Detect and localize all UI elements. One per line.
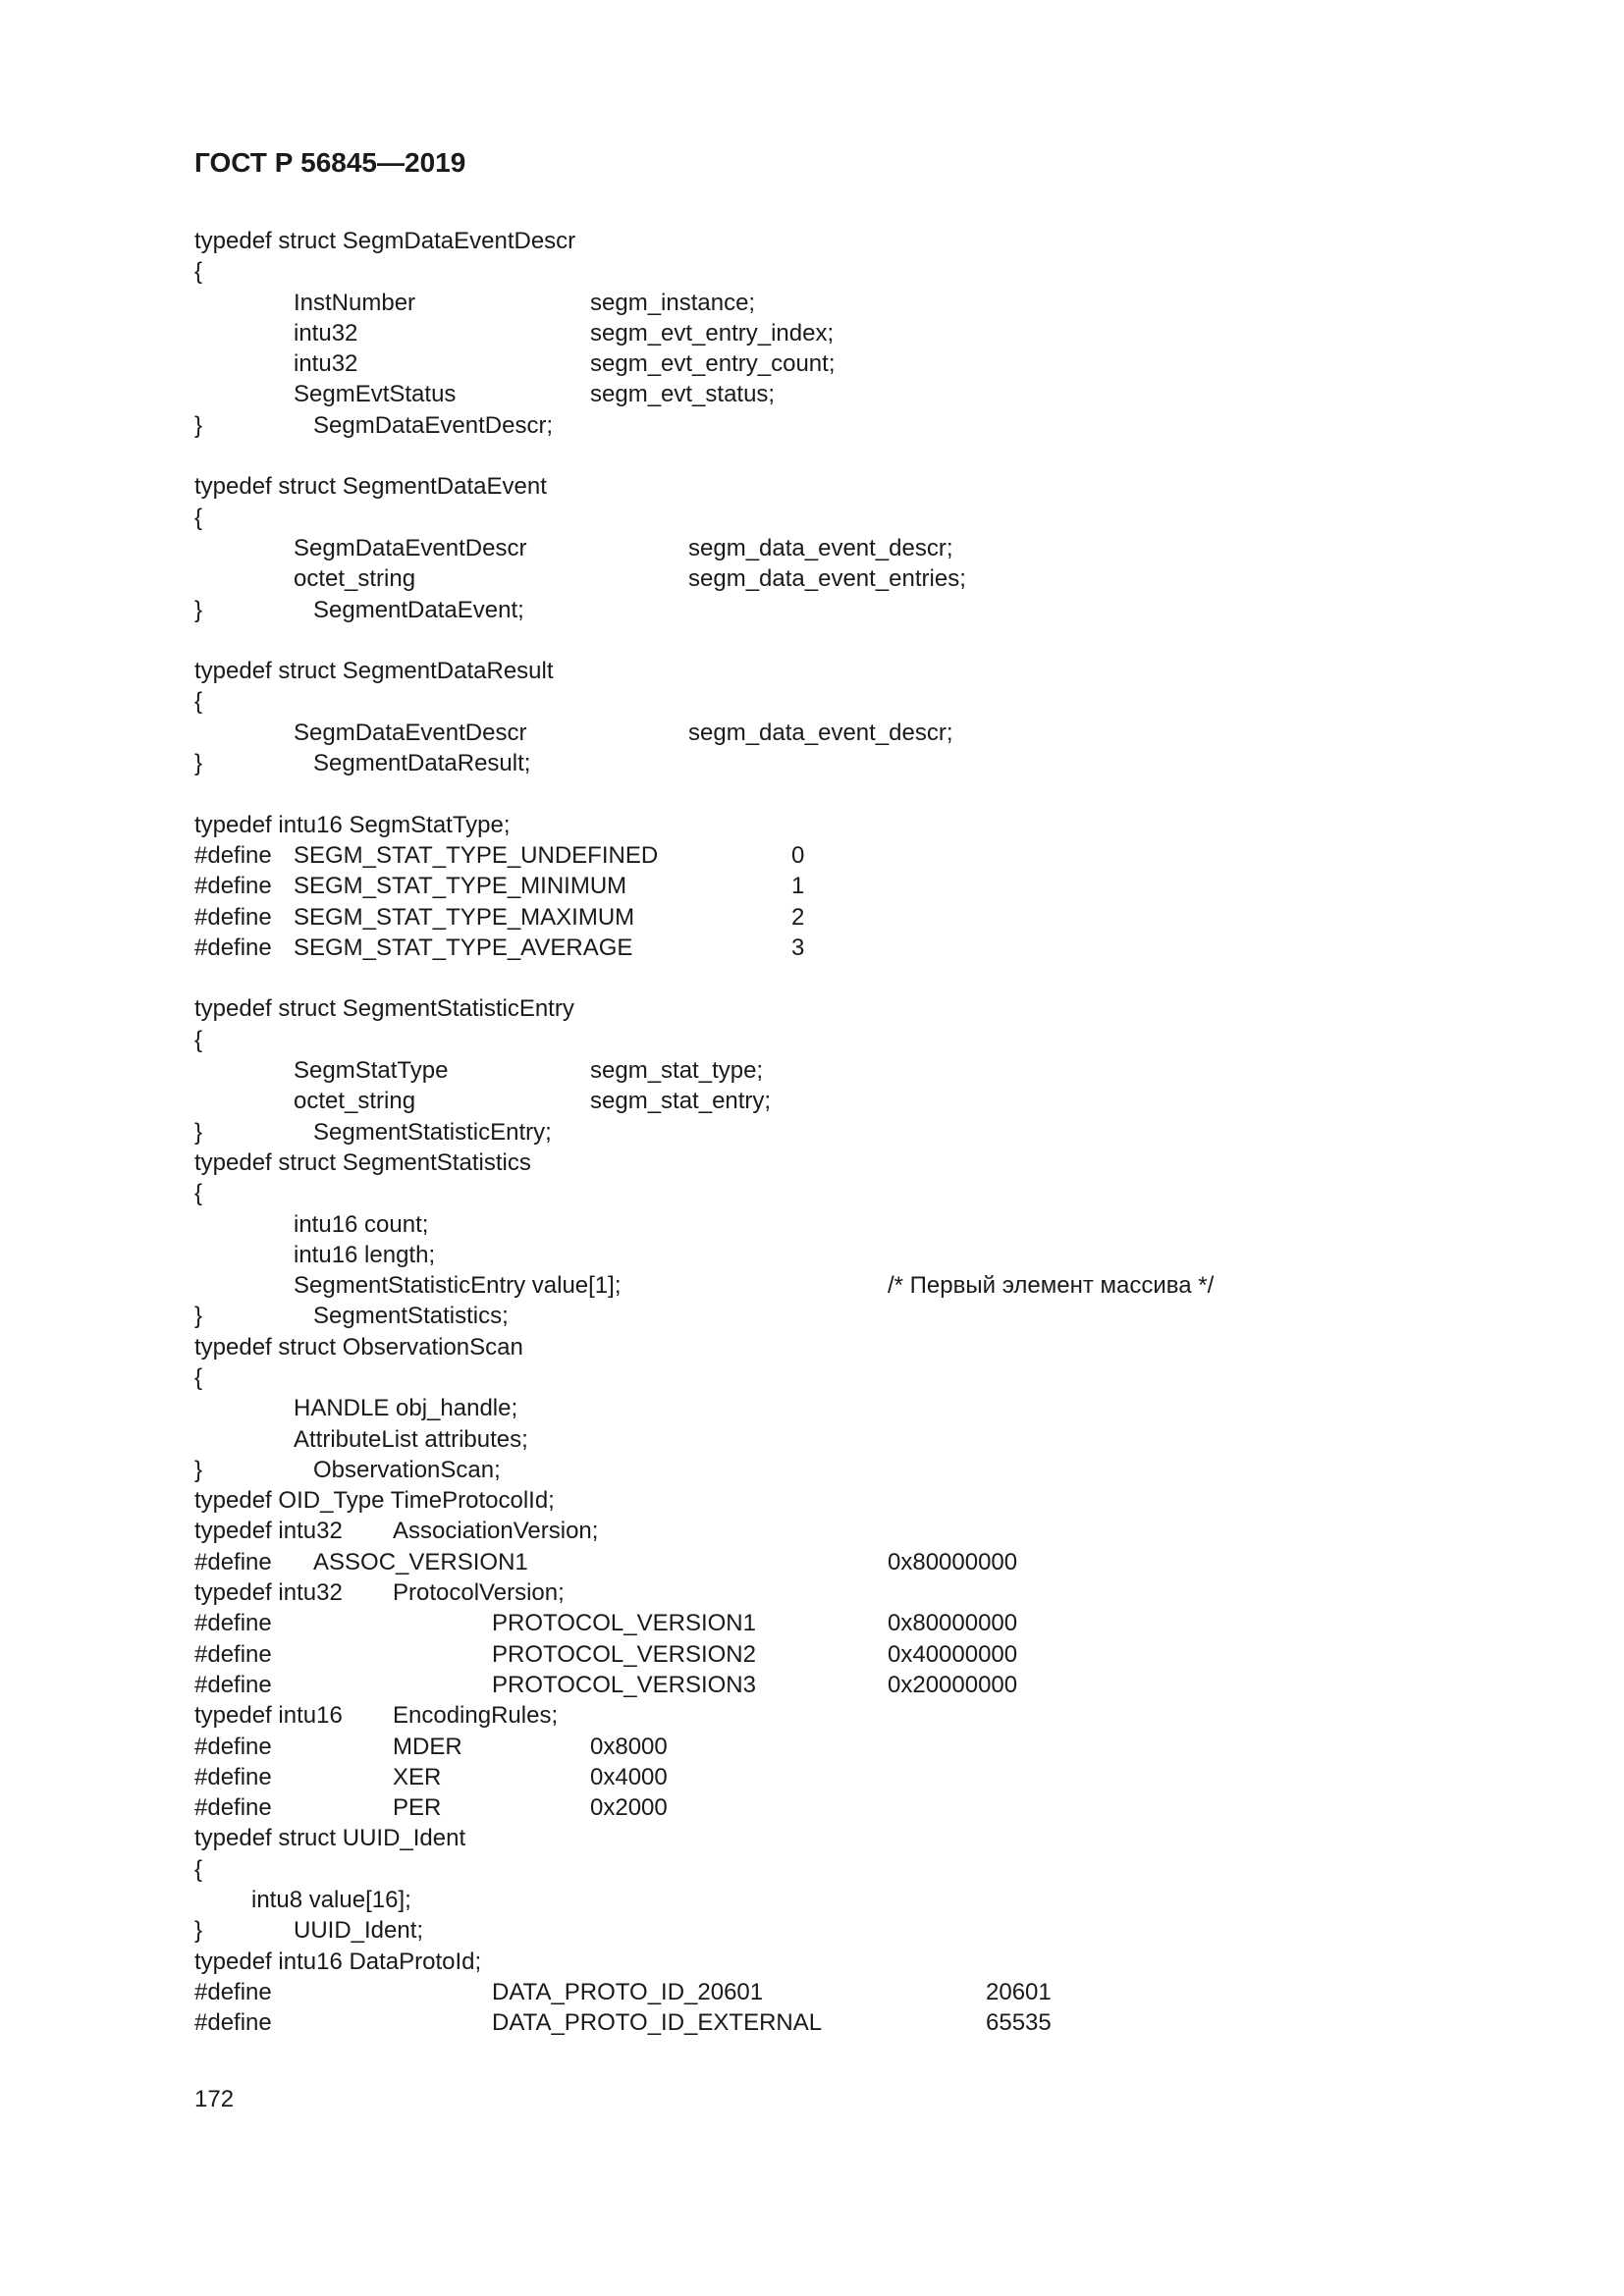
code-token: } xyxy=(194,750,203,777)
code-token: segm_data_event_entries; xyxy=(688,565,966,593)
code-token: { xyxy=(194,1363,203,1391)
code-token: #define xyxy=(194,934,272,961)
code-token: #define xyxy=(194,1763,272,1790)
code-token: 0x40000000 xyxy=(888,1640,1018,1668)
code-token: typedef struct SegmentDataResult xyxy=(194,658,554,685)
code-token: typedef intu32 xyxy=(194,1579,343,1607)
code-token: typedef intu16 SegmStatType; xyxy=(194,811,511,838)
code-token: typedef struct SegmDataEventDescr xyxy=(194,228,576,254)
code-token: segm_data_event_descr; xyxy=(688,719,953,746)
code-token: 0x80000000 xyxy=(888,1610,1018,1637)
code-token: SegmDataEventDescr xyxy=(294,719,527,746)
code-token: } xyxy=(194,1917,203,1945)
code-token: #define xyxy=(194,903,272,931)
code-token: #define xyxy=(194,1640,272,1668)
code-token: typedef intu32 xyxy=(194,1518,343,1545)
code-token: { xyxy=(194,504,203,531)
code-token: intu16 length; xyxy=(294,1241,436,1268)
code-token: octet_string xyxy=(294,565,416,593)
code-token: { xyxy=(194,1855,203,1883)
code-token: 2 xyxy=(791,903,805,931)
code-token: MDER xyxy=(393,1733,462,1760)
code-token: #define xyxy=(194,1671,272,1698)
code-token: 20601 xyxy=(986,1978,1052,2005)
code-token: #define xyxy=(194,1733,272,1760)
code-token: 1 xyxy=(791,873,805,900)
code-token: 0x4000 xyxy=(590,1763,668,1790)
code-token: PROTOCOL_VERSION1 xyxy=(492,1610,756,1637)
code-token: XER xyxy=(393,1763,442,1790)
code-token: segm_data_event_descr; xyxy=(688,534,953,561)
code-token: SegmDataEventDescr xyxy=(294,534,527,561)
code-token: EncodingRules; xyxy=(393,1702,559,1730)
code-token: UUID_Ident; xyxy=(294,1917,424,1945)
code-token: DATA_PROTO_ID_20601 xyxy=(492,1978,764,2005)
code-token: typedef struct SegmentStatistics xyxy=(194,1148,531,1176)
code-token: typedef intu16 DataProtoId; xyxy=(194,1948,482,1975)
code-token: PROTOCOL_VERSION3 xyxy=(492,1671,756,1698)
code-token: SegmEvtStatus xyxy=(294,381,457,408)
code-token: AttributeList attributes; xyxy=(294,1425,528,1453)
code-token: SegmentStatisticEntry; xyxy=(313,1118,552,1146)
code-token: #define xyxy=(194,841,272,869)
code-token: SEGM_STAT_TYPE_AVERAGE xyxy=(294,934,633,961)
code-token: 3 xyxy=(791,934,805,961)
code-token: SEGM_STAT_TYPE_MAXIMUM xyxy=(294,903,635,931)
code-token: { xyxy=(194,258,203,286)
code-token: 0x8000 xyxy=(590,1733,668,1760)
code-token: SegmStatType xyxy=(294,1057,449,1085)
code-token: DATA_PROTO_ID_EXTERNAL xyxy=(492,2009,823,2037)
code-token: /* Первый элемент массива */ xyxy=(888,1272,1215,1300)
code-token: typedef struct SegmentStatisticEntry xyxy=(194,995,574,1023)
code-token: intu16 count; xyxy=(294,1210,429,1238)
code-token: } xyxy=(194,596,203,623)
code-token: PROTOCOL_VERSION2 xyxy=(492,1640,756,1668)
code-token: ProtocolVersion; xyxy=(393,1579,565,1607)
code-token: SegmentDataResult; xyxy=(313,750,531,777)
code-token: HANDLE obj_handle; xyxy=(294,1395,518,1422)
code-token: #define xyxy=(194,873,272,900)
page-number: 172 xyxy=(194,2086,235,2112)
code-token: segm_instance; xyxy=(590,289,756,316)
code-token: 0x2000 xyxy=(590,1794,668,1822)
code-token: SEGM_STAT_TYPE_MINIMUM xyxy=(294,873,627,900)
code-token: segm_evt_status; xyxy=(590,381,776,408)
code-token: SegmDataEventDescr; xyxy=(313,411,554,439)
code-token: segm_stat_type; xyxy=(590,1057,764,1085)
code-token: #define xyxy=(194,2009,272,2037)
code-token: AssociationVersion; xyxy=(393,1518,599,1545)
code-token: } xyxy=(194,1456,203,1483)
code-token: SegmentStatistics; xyxy=(313,1303,509,1330)
code-token: SegmentDataEvent; xyxy=(313,596,524,623)
code-token: octet_string xyxy=(294,1088,416,1115)
code-token: } xyxy=(194,411,203,439)
document-header: ГОСТ Р 56845—2019 xyxy=(194,147,466,178)
code-token: { xyxy=(194,688,203,716)
code-token: { xyxy=(194,1026,203,1053)
code-token: #define xyxy=(194,1548,272,1575)
code-token: ASSOC_VERSION1 xyxy=(313,1548,528,1575)
code-token: intu8 value[16]; xyxy=(251,1887,411,1914)
code-token: 0x80000000 xyxy=(888,1548,1018,1575)
code-token: 0 xyxy=(791,841,805,869)
code-token: typedef intu16 xyxy=(194,1702,343,1730)
code-token: SEGM_STAT_TYPE_UNDEFINED xyxy=(294,841,659,869)
code-token: typedef struct ObservationScan xyxy=(194,1333,523,1361)
code-token: 65535 xyxy=(986,2009,1052,2037)
code-token: #define xyxy=(194,1794,272,1822)
code-token: } xyxy=(194,1118,203,1146)
code-token: segm_evt_entry_index; xyxy=(590,319,835,347)
code-token: InstNumber xyxy=(294,289,416,316)
code-token: { xyxy=(194,1180,203,1207)
code-token: intu32 xyxy=(294,319,358,347)
code-token: #define xyxy=(194,1978,272,2005)
code-token: ObservationScan; xyxy=(313,1456,501,1483)
code-token: 0x20000000 xyxy=(888,1671,1018,1698)
code-token: typedef OID_Type TimeProtocolId; xyxy=(194,1487,555,1515)
code-token: } xyxy=(194,1303,203,1330)
code-token: SegmentStatisticEntry value[1]; xyxy=(294,1272,622,1300)
code-token: PER xyxy=(393,1794,442,1822)
code-token: segm_evt_entry_count; xyxy=(590,350,836,378)
code-token: #define xyxy=(194,1610,272,1637)
code-token: typedef struct UUID_Ident xyxy=(194,1825,466,1852)
code-token: typedef struct SegmentDataEvent xyxy=(194,473,547,501)
code-token: segm_stat_entry; xyxy=(590,1088,772,1115)
code-token: intu32 xyxy=(294,350,358,378)
